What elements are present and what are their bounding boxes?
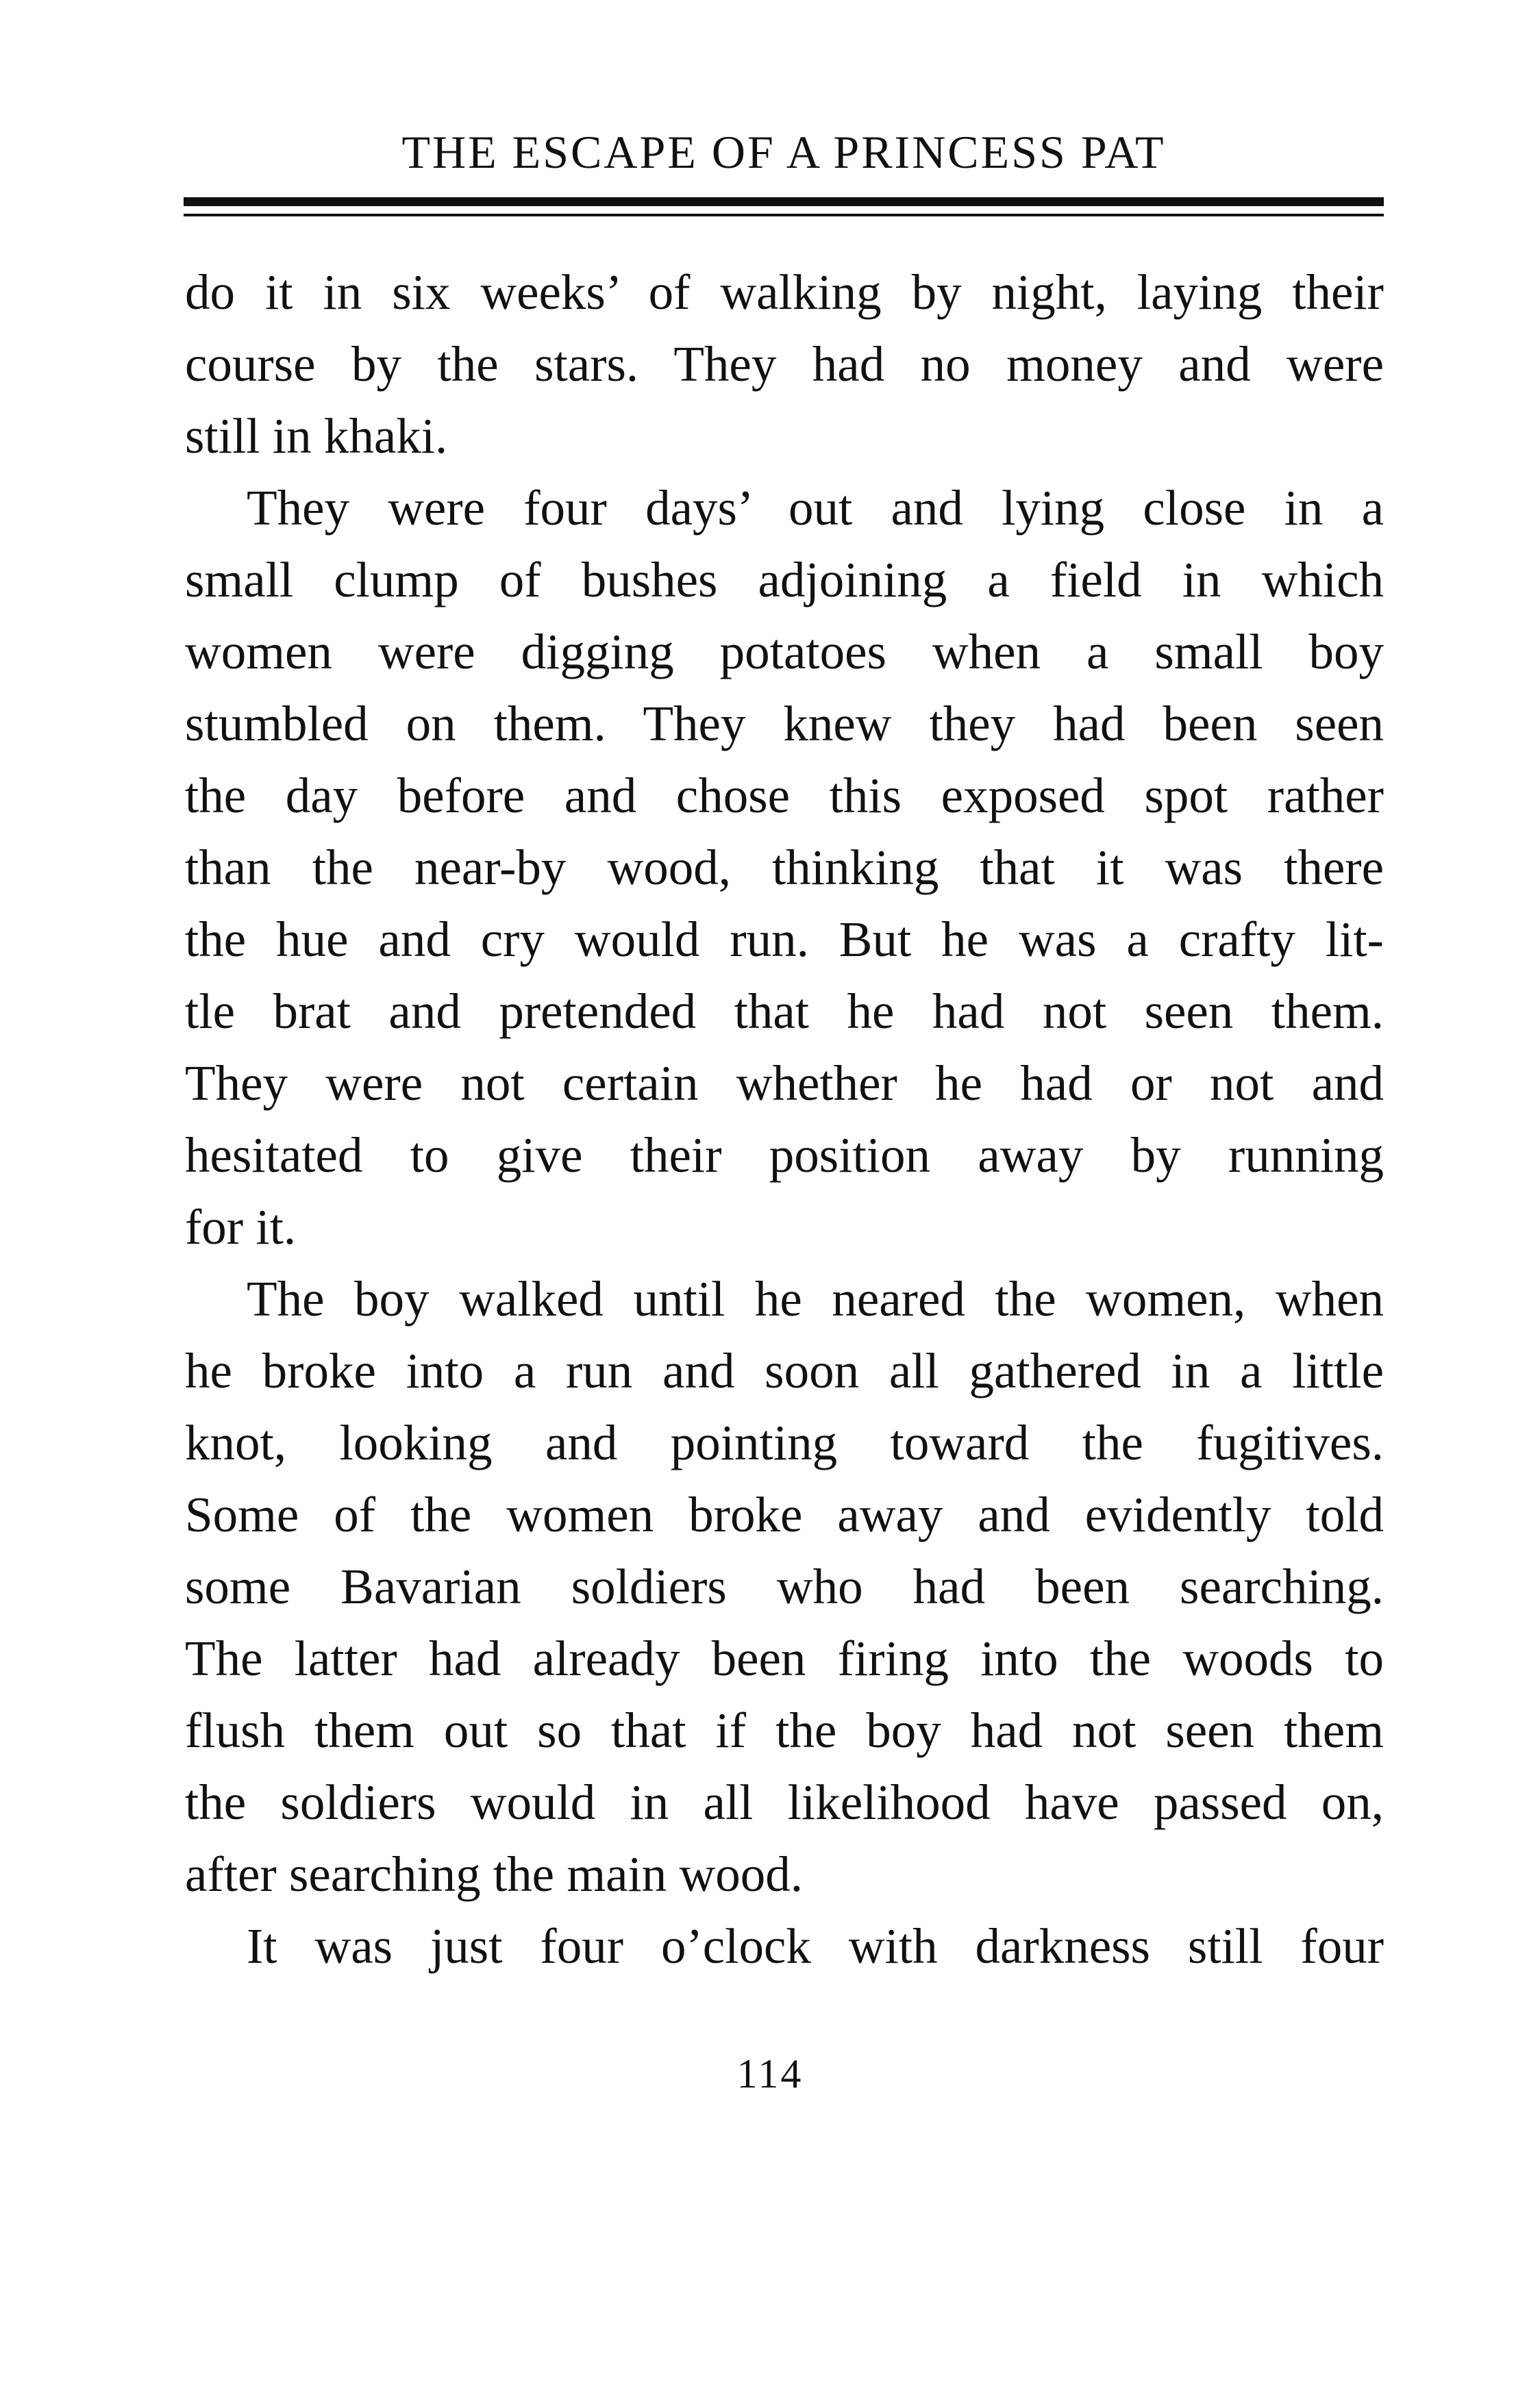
text-line: The latter had already been firing into the woods to <box>185 1631 1384 1686</box>
text-line: the hue and cry would run. But he was a crafty lit- <box>185 912 1384 967</box>
text-line: the day before and chose this exposed spot rather <box>185 768 1384 823</box>
text-line: Some of the women broke away and evidently told <box>185 1487 1384 1542</box>
text-line: knot, looking and pointing toward the fugitives. <box>185 1415 1384 1470</box>
text-line: the soldiers would in all likelihood have passed on, <box>185 1774 1384 1830</box>
page-number: 114 <box>736 2051 804 2096</box>
text-line: after searching the main wood. <box>185 1846 804 1902</box>
text-line: do it in six weeks’ of walking by night, laying their <box>185 264 1384 320</box>
text-line: hesitated to give their position away by running <box>185 1127 1384 1183</box>
text-line: tle brat and pretended that he had not seen them. <box>185 983 1384 1039</box>
text-line: They were not certain whether he had or not and <box>185 1055 1384 1111</box>
running-head: THE ESCAPE OF A PRINCESS PAT <box>401 126 1166 178</box>
text-line: for it. <box>185 1199 297 1255</box>
text-line: still in khaki. <box>185 408 448 464</box>
text-line: women were digging potatoes when a small boy <box>185 624 1384 679</box>
text-line: he broke into a run and soon all gathered in a little <box>185 1343 1384 1399</box>
text-line: course by the stars. They had no money and were <box>185 336 1384 392</box>
text-line: small clump of bushes adjoining a field in which <box>185 552 1384 607</box>
text-line: some Bavarian soldiers who had been searching. <box>185 1559 1384 1614</box>
body-text <box>185 256 1384 1982</box>
text-line: than the near-by wood, thinking that it was there <box>185 840 1384 895</box>
header-rule-thin <box>184 214 1384 216</box>
header-rule-thick <box>184 197 1384 206</box>
text-line: The boy walked until he neared the women, when <box>247 1271 1384 1327</box>
text-line: flush them out so that if the boy had not seen them <box>185 1703 1384 1758</box>
text-line: stumbled on them. They knew they had been seen <box>185 696 1384 751</box>
text-line: It was just four o’clock with darkness still four <box>247 1918 1384 1974</box>
text-line: They were four days’ out and lying close in a <box>247 480 1384 536</box>
